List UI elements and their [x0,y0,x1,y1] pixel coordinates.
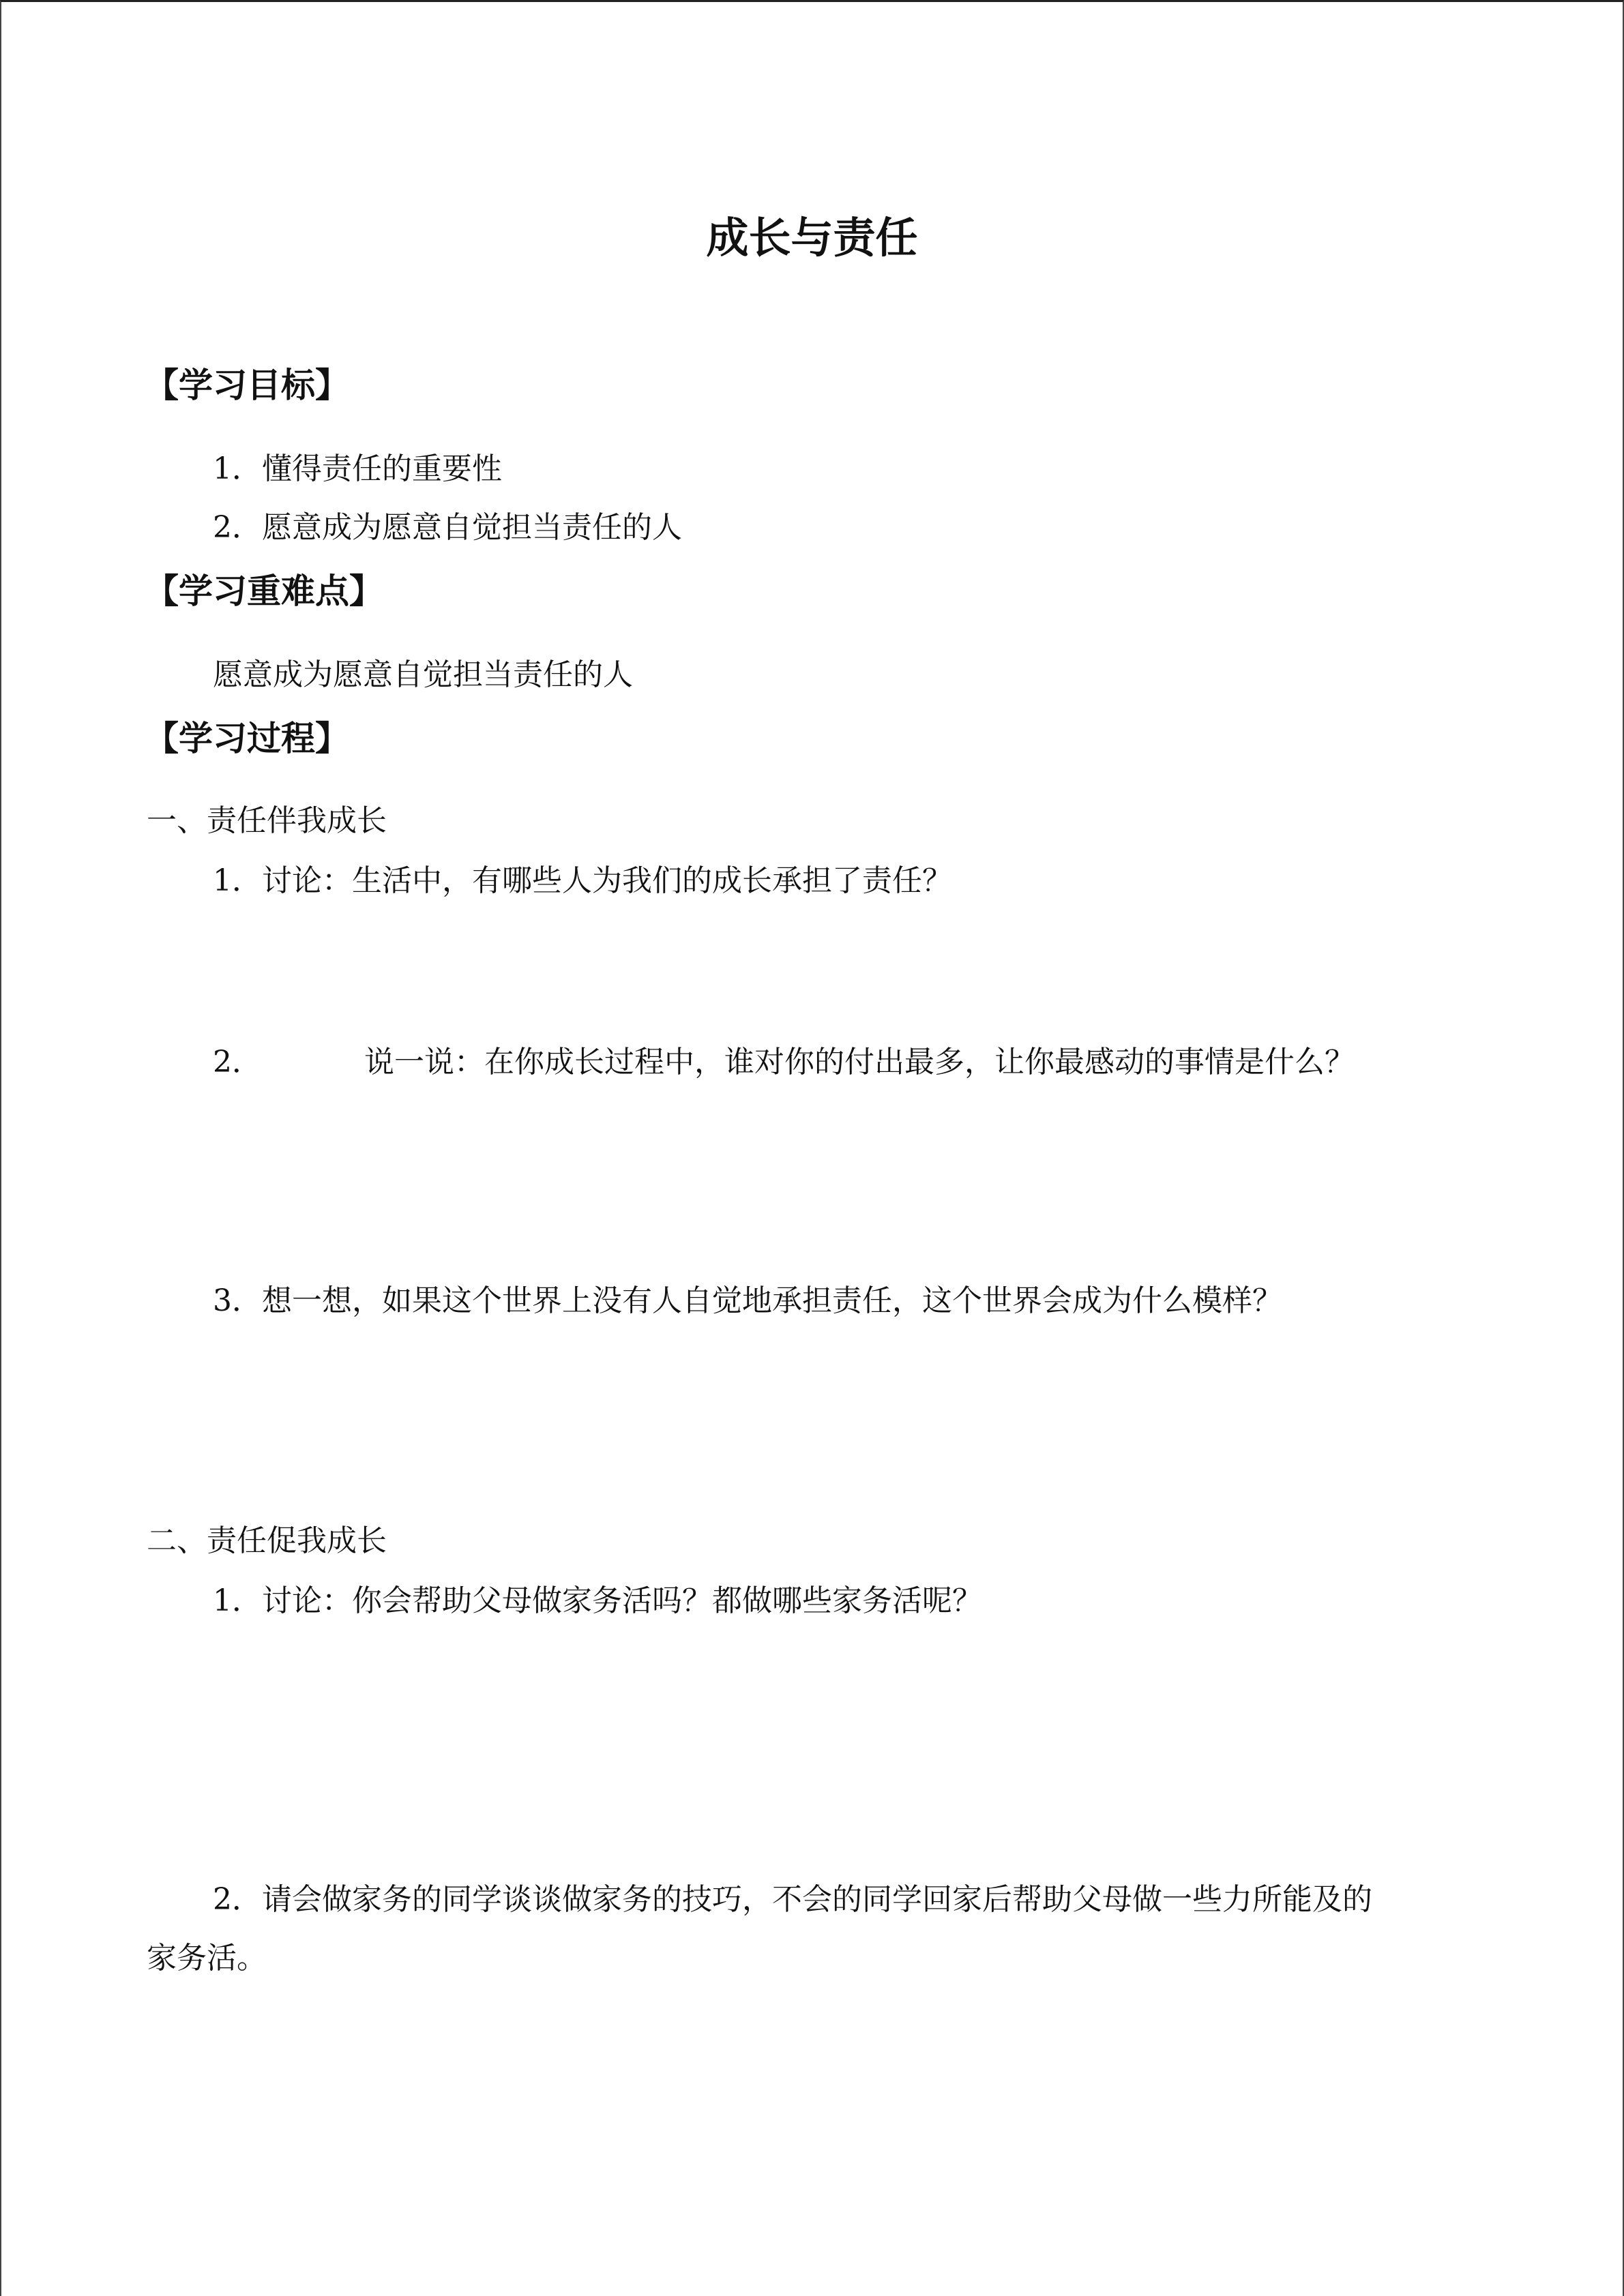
objective-item [213,510,682,545]
section-title: 二、责任促我成长 [147,1523,387,1558]
key-points-text: 愿意成为愿意自觉担当责任的人 [213,657,633,692]
question-text: 说一说：在你成长过程中，谁对你的付出最多，让你最感动的事情是什么？ [364,1045,1355,1079]
process-heading: 【学习过程】 [145,719,349,758]
section-title: 一、责任伴我成长 [147,803,387,838]
question-number: 1． [213,1583,262,1618]
question-continuation: 家务活。 [147,1941,267,1976]
question-item [213,1882,1372,1917]
question-number: 2． [213,1882,262,1917]
objective-item [213,451,502,486]
question-number: 1． [213,863,262,898]
question-number: 3． [213,1283,262,1318]
document-title: 成长与责任 [706,213,918,263]
question-item [213,863,952,898]
question-item [213,1047,1355,1077]
objective-text: 愿意成为愿意自觉担当责任的人 [262,510,682,545]
objectives-heading: 【学习目标】 [145,366,349,405]
question-number: 2． [213,1045,262,1079]
question-text: 讨论：你会帮助父母做家务活吗？都做哪些家务活呢？ [262,1583,982,1618]
objective-number: 1． [213,451,262,486]
question-text: 讨论：生活中，有哪些人为我们的成长承担了责任？ [262,863,952,898]
question-item [213,1283,1282,1318]
objective-text: 懂得责任的重要性 [262,451,502,486]
key-points-heading: 【学习重难点】 [145,571,383,611]
question-text: 想一想，如果这个世界上没有人自觉地承担责任，这个世界会成为什么模样？ [262,1283,1282,1318]
objective-number: 2． [213,510,262,545]
question-item [213,1583,982,1618]
question-text: 请会做家务的同学谈谈做家务的技巧，不会的同学回家后帮助父母做一些力所能及的 [262,1882,1372,1917]
